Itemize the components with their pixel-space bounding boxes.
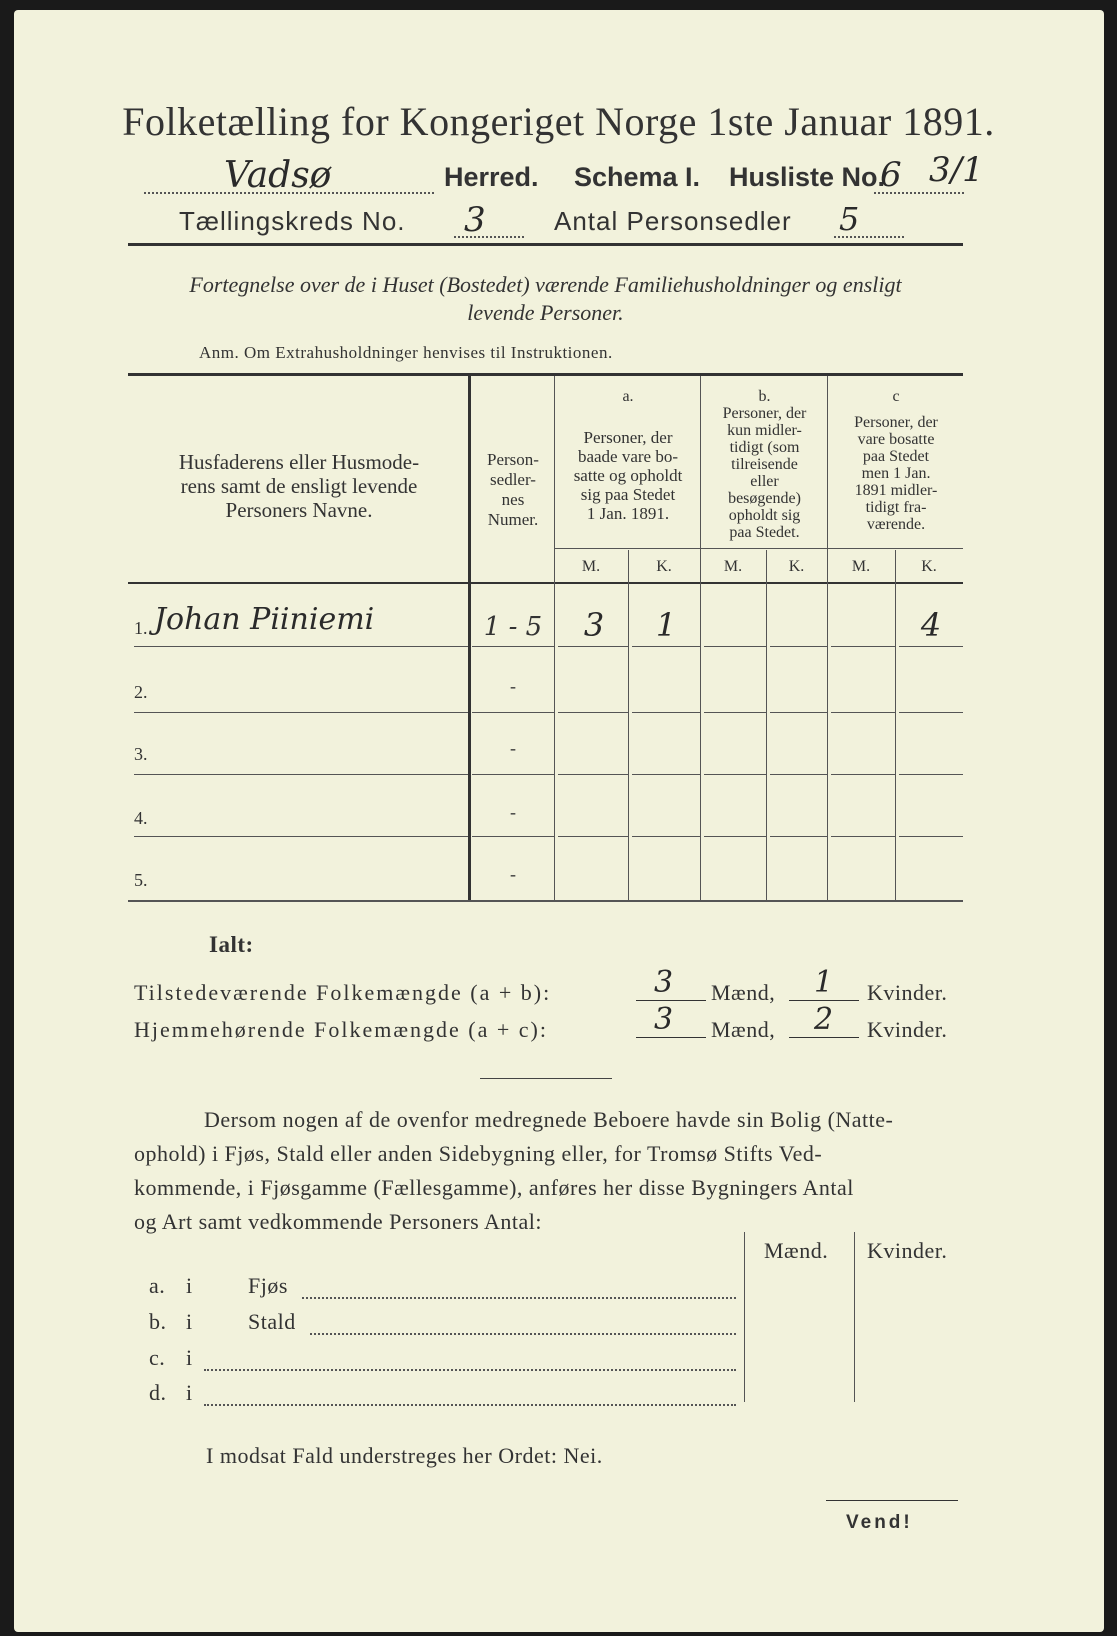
col-divider-b xyxy=(827,376,828,900)
header-rule xyxy=(128,243,963,246)
building-i: i xyxy=(186,1309,193,1334)
row-personsedler-num: - xyxy=(510,738,516,758)
building-i: i xyxy=(186,1345,193,1370)
row-rule xyxy=(770,712,827,713)
building-dotted-line xyxy=(204,1363,736,1371)
paragraph-line4: og Art samt vedkommende Personers Antal: xyxy=(134,1209,542,1234)
row-personsedler-num: - xyxy=(510,802,516,822)
row-rule xyxy=(558,836,628,837)
a-m-label: M. xyxy=(581,558,601,575)
row-rule xyxy=(472,712,554,713)
row-rule xyxy=(704,836,766,837)
form-title: Folketælling for Kongeriget Norge 1ste Januar 1891. xyxy=(122,99,995,144)
building-dotted-line xyxy=(302,1291,736,1299)
row-rule xyxy=(899,836,963,837)
row-rule xyxy=(558,712,628,713)
header-c: Personer, der vare bosatte paa Stedet men 1 Jan. 1891 midler- tidigt fra- værende. xyxy=(854,414,938,533)
paragraph-line3: kommende, i Fjøsgamme (Fællesgamme), anføres her disse Bygningers Antal xyxy=(134,1175,854,1200)
b-m-label: M. xyxy=(723,558,743,575)
anm-note: Anm. Om Extrahusholdninger henvises til Instruktionen. xyxy=(199,343,613,362)
vend-rule xyxy=(826,1500,958,1501)
totals-line1-m: 3 xyxy=(654,965,674,1000)
row-rule xyxy=(134,712,468,713)
col-divider-a xyxy=(700,376,701,900)
table-header-bottom-rule xyxy=(128,582,963,584)
buildings-divider-2 xyxy=(854,1232,855,1402)
schema-label: Schema I. xyxy=(574,162,701,192)
totals-line2-maend: Mænd, xyxy=(711,1017,776,1042)
col-divider-a-mk xyxy=(628,550,629,900)
row-number: 2. xyxy=(134,682,148,702)
husliste-label: Husliste No. xyxy=(729,162,886,192)
row-cell-ak: 1 xyxy=(655,606,677,644)
row-number: 4. xyxy=(134,808,148,828)
herred-value: Vadsø xyxy=(224,155,332,196)
totals-line1-k: 1 xyxy=(814,965,834,1000)
row-rule xyxy=(558,774,628,775)
husliste-value: 6 xyxy=(880,155,902,195)
paragraph-line1: Dersom nogen af de ovenfor medregnede Beboere havde sin Bolig (Natte- xyxy=(204,1107,894,1132)
husliste-extra: 3/1 xyxy=(929,150,984,190)
building-letter: b. xyxy=(149,1309,167,1334)
row-rule xyxy=(632,646,700,647)
row-rule xyxy=(134,646,468,647)
kreds-value: 3 xyxy=(464,200,486,240)
totals-line1-k-rule xyxy=(789,1000,859,1001)
paragraph-line2: ophold) i Fjøs, Stald eller anden Sidebygning eller, for Tromsø Stifts Ved- xyxy=(134,1141,823,1166)
row-rule xyxy=(831,836,895,837)
building-dotted-line xyxy=(204,1398,736,1406)
row-rule xyxy=(831,712,895,713)
row-rule xyxy=(632,712,700,713)
building-letter: a. xyxy=(149,1273,166,1298)
row-cell-ck: 4 xyxy=(920,606,942,644)
totals-line1-kvinder: Kvinder. xyxy=(867,980,948,1005)
row-name: Johan Piiniemi xyxy=(154,602,375,637)
col-divider-name xyxy=(468,376,471,900)
buildings-maend: Mænd. xyxy=(764,1238,829,1263)
header-a: Personer, der baade vare bo- satte og opholdt sig paa Stedet 1 Jan. 1891. xyxy=(573,428,683,523)
row-number: 1. xyxy=(134,618,148,638)
row-rule xyxy=(704,712,766,713)
building-letter: d. xyxy=(149,1380,167,1405)
row-rule xyxy=(899,712,963,713)
row-cell-am: 3 xyxy=(583,606,605,644)
buildings-kvinder: Kvinder. xyxy=(867,1238,948,1263)
header-num: Person- sedler- nes Numer. xyxy=(487,450,539,529)
ialt-label: Ialt: xyxy=(209,932,254,957)
row-rule xyxy=(134,774,468,775)
table-top-rule xyxy=(128,373,963,376)
header-b: Personer, der kun midler- tidigt (som tilreisende eller besøgende) opholdt sig paa Stedet. xyxy=(722,405,807,541)
c-k-label: K. xyxy=(921,558,937,575)
row-rule xyxy=(472,646,554,647)
row-number: 3. xyxy=(134,744,148,764)
totals-line1-m-rule xyxy=(636,1000,706,1001)
b-k-label: K. xyxy=(788,558,805,575)
totals-line2-m-rule xyxy=(636,1037,706,1038)
row-rule xyxy=(770,836,827,837)
building-dotted-line xyxy=(310,1327,736,1335)
intro-line1: Fortegnelse over de i Huset (Bostedet) værende Familiehusholdninger og ensligt xyxy=(189,272,902,297)
vend-label: Vend! xyxy=(846,1512,913,1533)
row-rule xyxy=(770,774,827,775)
herred-label: Herred. xyxy=(444,162,539,192)
row-rule xyxy=(831,646,895,647)
kreds-label: Tællingskreds No. xyxy=(179,206,406,236)
row-rule xyxy=(899,774,963,775)
header-b-letter: b. xyxy=(758,388,771,405)
a-k-label: K. xyxy=(656,558,672,575)
row-number: 5. xyxy=(134,870,148,890)
row-rule xyxy=(472,836,554,837)
building-letter: c. xyxy=(149,1345,166,1370)
row-rule xyxy=(632,774,700,775)
mk-header-rule xyxy=(554,548,963,549)
row-rule xyxy=(632,836,700,837)
col-divider-num xyxy=(554,376,555,900)
totals-line2-kvinder: Kvinder. xyxy=(867,1017,948,1042)
header-a-letter: a. xyxy=(622,388,634,405)
row-rule xyxy=(899,646,963,647)
header-c-letter: c xyxy=(892,388,900,405)
row-rule xyxy=(472,774,554,775)
totals-line2-label: Hjemmehørende Folkemængde (a + c): xyxy=(134,1017,548,1042)
buildings-divider-1 xyxy=(744,1232,745,1402)
totals-line1-label: Tilstedeværende Folkemængde (a + b): xyxy=(134,980,552,1005)
footer-text: I modsat Fald understreges her Ordet: Nei. xyxy=(206,1443,603,1468)
row-rule xyxy=(558,646,628,647)
header-name: Husfaderens eller Husmode- rens samt de ensligt levende Personers Navne. xyxy=(178,450,420,522)
totals-line2-m: 3 xyxy=(654,1002,674,1037)
row-rule xyxy=(770,646,827,647)
row-rule xyxy=(134,836,468,837)
intro-line2: levende Personer. xyxy=(467,300,624,325)
row-rule xyxy=(831,774,895,775)
col-divider-c-mk xyxy=(895,550,896,900)
totals-line2-k: 2 xyxy=(814,1002,834,1037)
row-personsedler-num: 1 - 5 xyxy=(483,612,543,642)
row-rule xyxy=(704,646,766,647)
building-label: Fjøs xyxy=(248,1273,288,1298)
building-label: Stald xyxy=(248,1309,296,1334)
totals-line1-maend: Mænd, xyxy=(711,980,776,1005)
antal-value: 5 xyxy=(839,200,860,238)
row-personsedler-num: - xyxy=(510,676,516,696)
row-rule xyxy=(704,774,766,775)
c-m-label: M. xyxy=(851,558,871,575)
building-i: i xyxy=(186,1273,193,1298)
row-personsedler-num: - xyxy=(510,864,516,884)
totals-line2-k-rule xyxy=(789,1037,859,1038)
building-i: i xyxy=(186,1380,193,1405)
antal-label: Antal Personsedler xyxy=(554,206,792,236)
separator-rule xyxy=(480,1078,612,1079)
table-bottom-rule xyxy=(128,900,963,902)
col-divider-b-mk xyxy=(766,550,767,900)
census-form xyxy=(14,10,1104,1632)
